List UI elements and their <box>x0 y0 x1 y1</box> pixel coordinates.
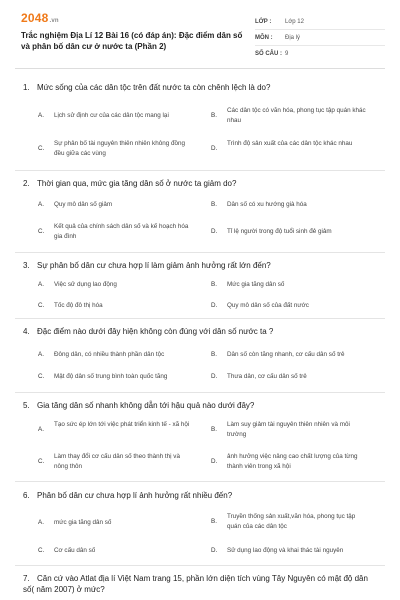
divider <box>15 392 385 393</box>
site-logo[interactable] <box>21 11 59 25</box>
option-text: Các dân tộc có văn hóa, phong tục tập quán khác nhau <box>227 107 366 124</box>
divider <box>15 565 385 566</box>
question-2-title <box>23 178 383 189</box>
question-number: 7. <box>23 574 30 583</box>
question-text: Phân bố dân cư chưa hợp lí ảnh hưởng rất nhiều đến? <box>37 491 233 500</box>
option-letter: D. <box>211 228 218 235</box>
option-text: Dân số có xu hướng già hóa <box>227 201 307 208</box>
option-text: Sự phân bố tài nguyên thiên nhiên không đồng đều giữa các vùng <box>54 140 185 157</box>
option-text: Thưa dân, cơ cấu dân số trẻ <box>227 373 307 380</box>
option-letter: C. <box>38 302 45 309</box>
option-letter: A. <box>38 351 44 358</box>
logo-text: 2048 <box>21 11 49 25</box>
option-text: Sử dụng lao động và khai thác tài nguyên <box>227 547 344 554</box>
meta-row-subject <box>255 30 385 46</box>
question-5-title <box>23 400 383 411</box>
question-text: Đặc điểm nào dưới đây hiện không còn đúng với dân số nước ta ? <box>37 327 274 336</box>
question-4-title <box>23 326 383 337</box>
question-6-title <box>23 490 383 501</box>
meta-key: SỐ CÂU : <box>255 50 282 57</box>
option-letter: D. <box>211 145 218 152</box>
option-letter: B. <box>211 351 217 358</box>
document-title: Trắc nghiệm Địa Lí 12 Bài 16 (có đáp án): Đặc điểm dân số và phân bố dân cư ở nước ta (Phần 2) <box>21 31 243 51</box>
option-letter: B. <box>211 201 217 208</box>
option-letter: A. <box>38 519 44 526</box>
question-text: Căn cứ vào Atlat địa lí Việt Nam trang 15, phần lớn diện tích vùng Tây Nguyên có mật độ dân số( năm 2007) ở mức? <box>23 574 368 594</box>
meta-row-count <box>255 46 385 61</box>
divider <box>15 318 385 319</box>
option-text: ảnh hưởng việc nâng cao chất lượng của từng thành viên trong xã hội <box>227 453 358 470</box>
option-text: Kết quả của chính sách dân số và kế hoạch hóa gia đình <box>54 223 189 240</box>
meta-key: LỚP : <box>255 18 272 25</box>
option-text: Truyền thống sản xuất,văn hóa, phong tục tập quán của các dân tộc <box>227 513 356 530</box>
question-3-title <box>23 260 383 271</box>
question-number: 4. <box>23 327 30 336</box>
option-letter: B. <box>211 281 217 288</box>
option-letter: B. <box>211 518 217 525</box>
option-text: Tốc độ đô thị hóa <box>54 302 103 309</box>
page-header <box>0 0 400 70</box>
question-text: Thời gian qua, mức gia tăng dân số ở nước ta giảm do? <box>37 179 237 188</box>
question-text: Gia tăng dân số nhanh không dẫn tới hậu quả nào dưới đây? <box>37 401 255 410</box>
question-1-title <box>23 82 383 93</box>
option-text: Mật độ dân số trung bình toàn quốc tăng <box>54 373 168 380</box>
divider <box>15 170 385 171</box>
option-letter: C. <box>38 373 45 380</box>
option-text: Cơ cấu dân số <box>54 547 96 554</box>
option-letter: A. <box>38 426 44 433</box>
meta-row-class <box>255 14 385 30</box>
divider <box>15 252 385 253</box>
question-number: 2. <box>23 179 30 188</box>
option-text: Mức gia tăng dân số <box>227 281 285 288</box>
option-text: Đông dân, có nhiều thành phần dân tộc <box>54 351 165 358</box>
option-text: Quy mô dân số của đất nước <box>227 302 309 309</box>
option-text: Lịch sử định cư của các dân tộc mang lại <box>54 112 169 119</box>
option-letter: A. <box>38 201 44 208</box>
option-text: Tỉ lệ người trong độ tuổi sinh đẻ giảm <box>227 228 332 235</box>
meta-table <box>255 14 385 61</box>
option-text: Dân số còn tăng nhanh, cơ cấu dân số trẻ <box>227 351 345 358</box>
meta-value: Lớp 12 <box>285 18 304 25</box>
question-number: 1. <box>23 83 30 92</box>
option-letter: A. <box>38 281 44 288</box>
option-letter: D. <box>211 547 218 554</box>
option-letter: D. <box>211 302 218 309</box>
option-text: Tạo sức ép lớn tới việc phát triển kinh tế - xã hội <box>54 421 190 428</box>
meta-key: MÔN : <box>255 34 273 41</box>
option-letter: C. <box>38 145 45 152</box>
question-number: 5. <box>23 401 30 410</box>
option-letter: D. <box>211 458 218 465</box>
option-text: mức gia tăng dân số <box>54 519 112 526</box>
option-letter: C. <box>38 228 45 235</box>
option-text: Làm suy giảm tài nguyên thiên nhiên và môi trường <box>227 421 350 438</box>
logo-suffix: .vn <box>49 18 59 24</box>
option-letter: C. <box>38 458 45 465</box>
divider <box>15 68 385 69</box>
divider <box>15 481 385 482</box>
option-letter: C. <box>38 547 45 554</box>
question-number: 6. <box>23 491 30 500</box>
option-text: Làm thay đổi cơ cấu dân số theo thành thị và nông thôn <box>54 453 180 470</box>
meta-value: Địa lý <box>285 34 301 41</box>
option-letter: B. <box>211 112 217 119</box>
meta-value: 9 <box>285 50 289 57</box>
question-text: Sự phân bố dân cư chưa hợp lí làm giảm ảnh hưởng rất lớn đến? <box>37 261 271 270</box>
option-letter: B. <box>211 426 217 433</box>
option-text: Việc sử dụng lao động <box>54 281 117 288</box>
question-text: Mức sống của các dân tộc trên đất nước ta còn chênh lệch là do? <box>37 83 271 92</box>
option-letter: A. <box>38 112 44 119</box>
question-7-title <box>23 573 368 595</box>
option-text: Quy mô dân số giảm <box>54 201 113 208</box>
option-text: Trình độ sản xuất của các dân tộc khác nhau <box>227 140 353 147</box>
option-letter: D. <box>211 373 218 380</box>
question-number: 3. <box>23 261 30 270</box>
